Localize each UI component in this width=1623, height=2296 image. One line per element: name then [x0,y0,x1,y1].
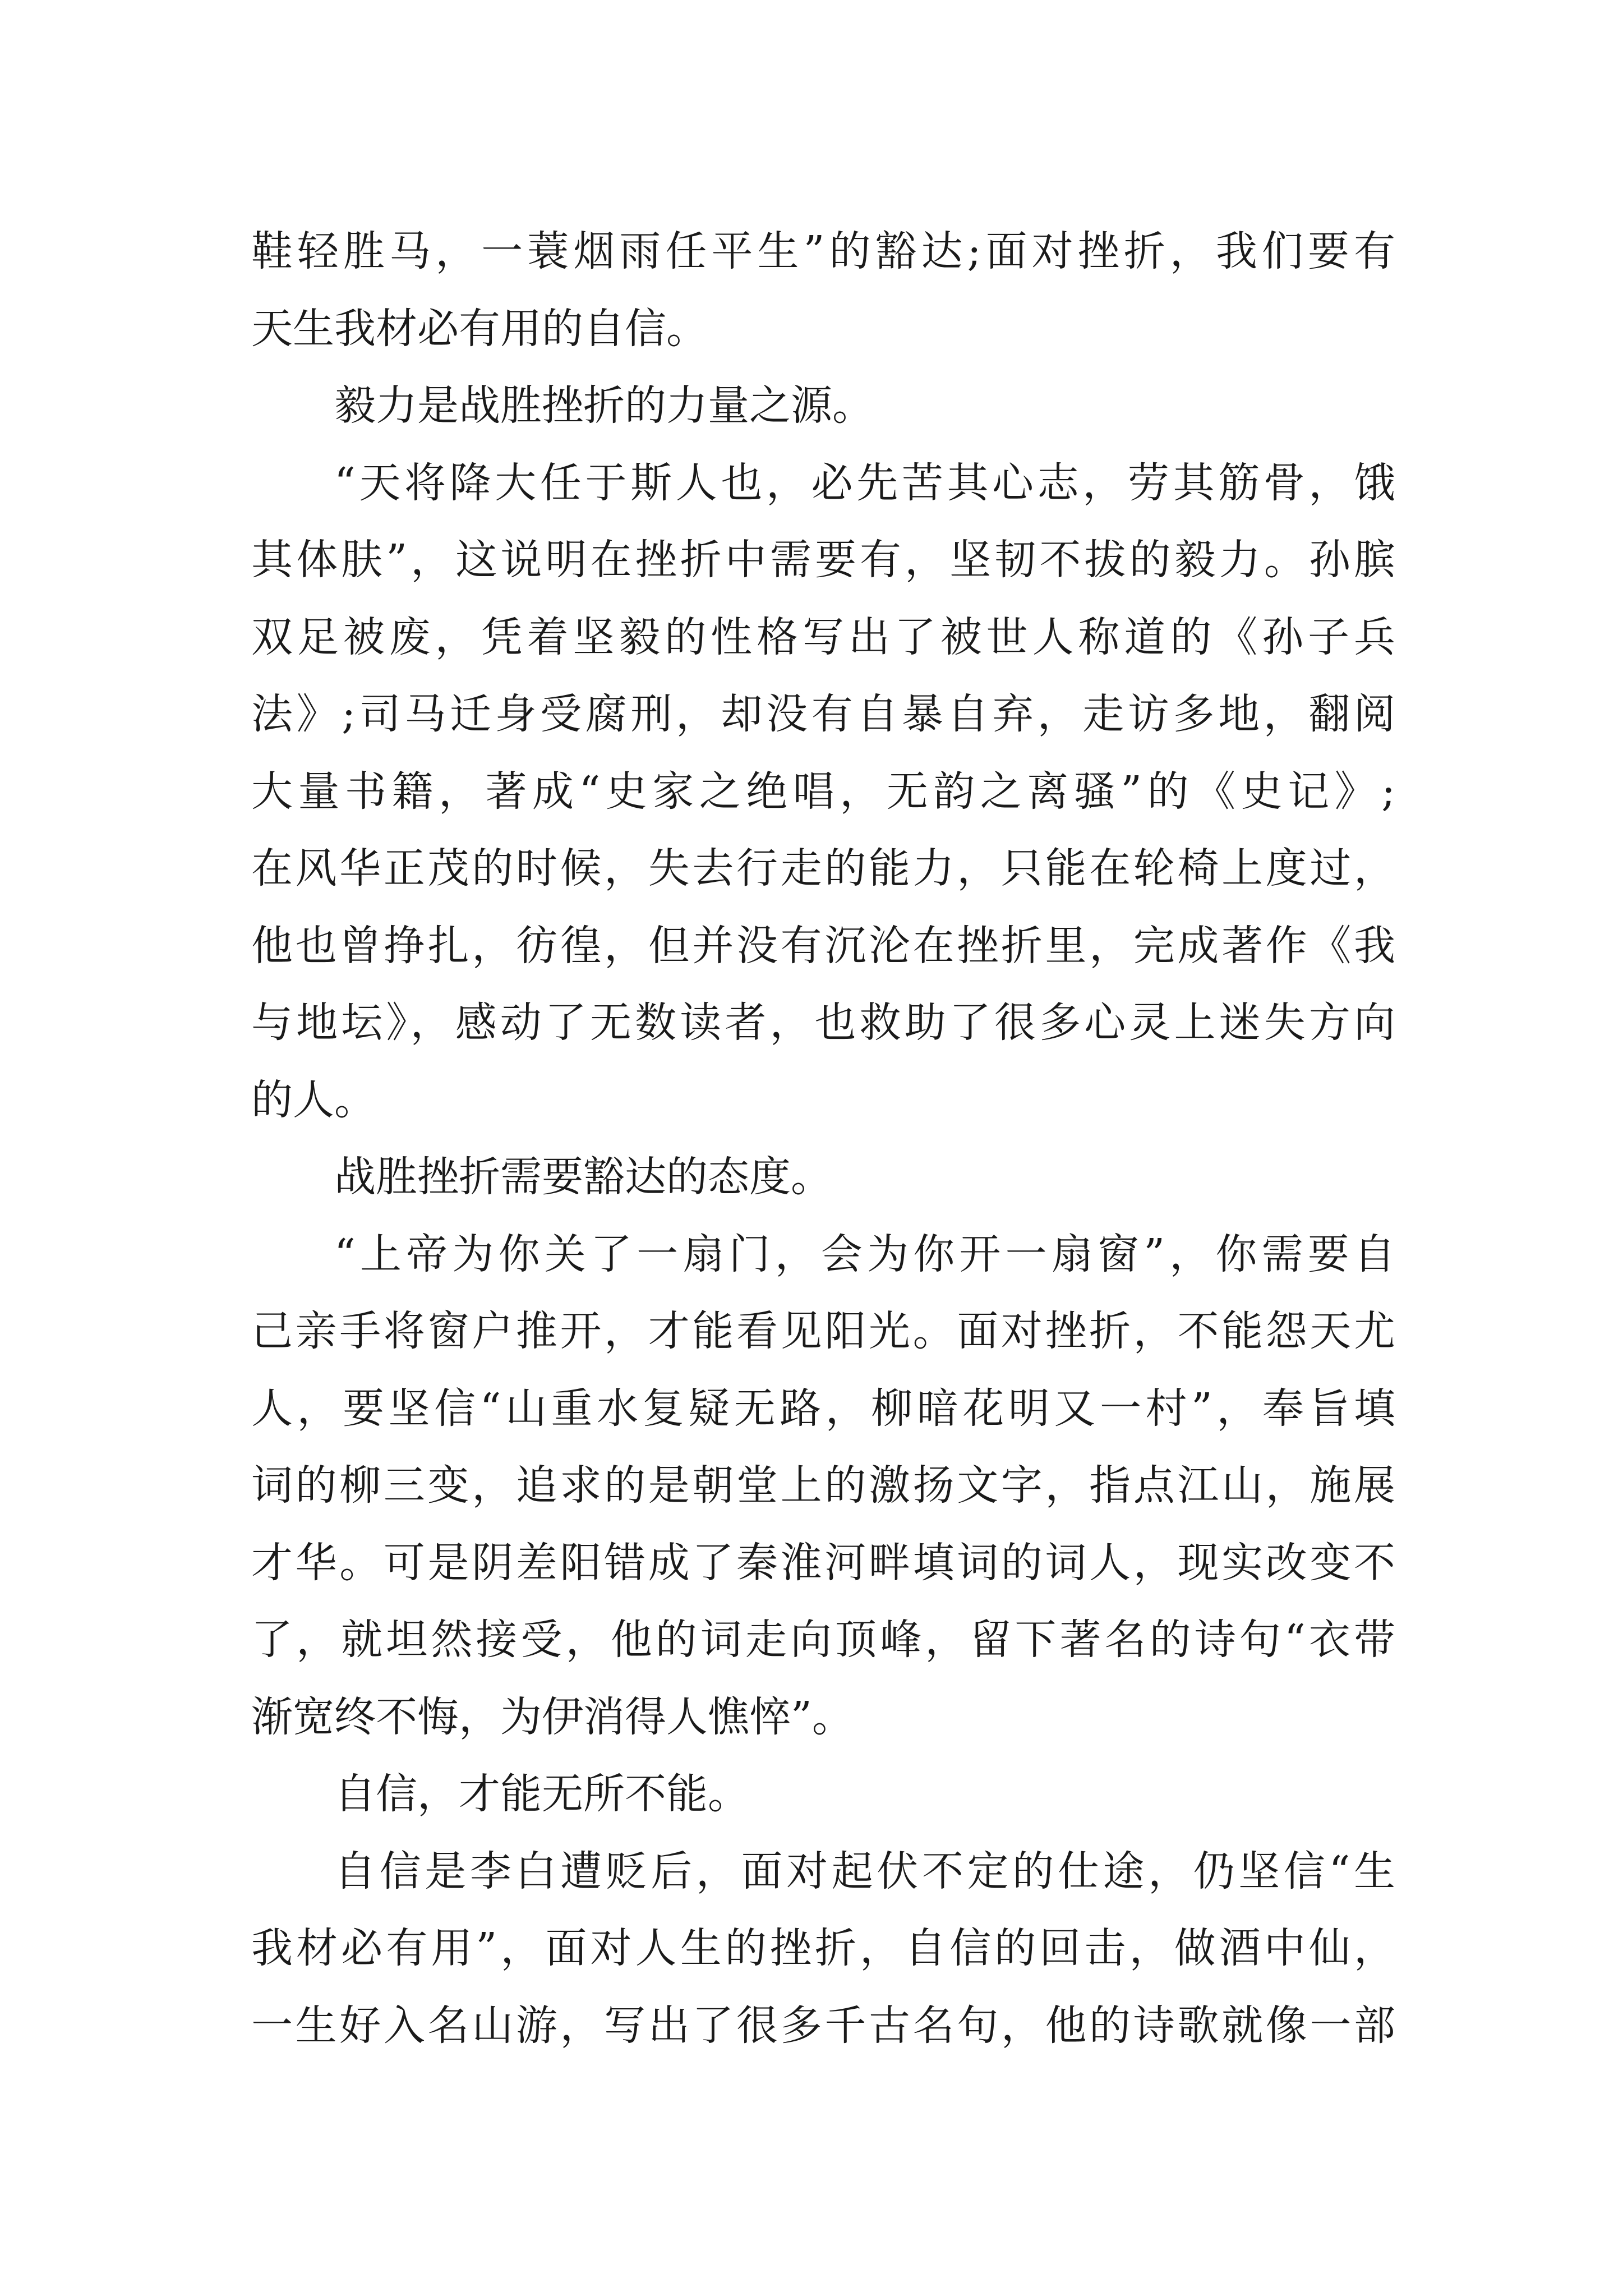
text-line: 在风华正茂的时候，失去行走的能力，只能在轮椅上度过， [251,844,1395,892]
text-line: 的人。 [251,1075,376,1124]
text-line: 与地坛》，感动了无数读者，也救助了很多心灵上迷失方向 [251,999,1395,1047]
text-line: 渐宽终不悔，为伊消得人憔悴”。 [251,1692,854,1741]
text-line: 我材必有用”，面对人生的挫折，自信的回击，做酒中仙， [251,1924,1395,1972]
text-line: 己亲手将窗户推开，才能看见阳光。面对挫折，不能怨天尤 [251,1307,1395,1355]
text-line: 其体肤”，这说明在挫折中需要有，坚韧不拔的毅力。孙膑 [251,536,1395,584]
text-line: 大量书籍，著成“史家之绝唱，无韵之离骚”的《史记》; [251,767,1395,816]
text-line: 自信，才能无所不能。 [334,1770,749,1818]
text-line: 鞋轻胜马，一蓑烟雨任平生”的豁达;面对挫折，我们要有 [251,227,1395,275]
text-line: 毅力是战胜挫折的力量之源。 [334,381,874,430]
text-line: 了，就坦然接受，他的词走向顶峰，留下著名的诗句“衣带 [251,1616,1395,1664]
text-line: 一生好入名山游，写出了很多千古名句，他的诗歌就像一部 [251,2001,1395,2050]
text-line: 天生我材必有用的自信。 [251,304,708,353]
text-line: 词的柳三变，追求的是朝堂上的激扬文字，指点江山，施展 [251,1461,1395,1510]
text-line: 人，要坚信“山重水复疑无路，柳暗花明又一村”，奉旨填 [251,1384,1395,1433]
text-line: 双足被废，凭着坚毅的性格写出了被世人称道的《孙子兵 [251,613,1395,661]
text-line: 战胜挫折需要豁达的态度。 [334,1153,832,1201]
text-line: 才华。可是阴差阳错成了秦淮河畔填词的词人，现实改变不 [251,1538,1395,1587]
text-line: “上帝为你关了一扇门，会为你开一扇窗”，你需要自 [334,1230,1395,1278]
text-line: 自信是李白遭贬后，面对起伏不定的仕途，仍坚信“生 [334,1847,1395,1895]
text-line: “天将降大任于斯人也，必先苦其心志，劳其筋骨，饿 [334,458,1395,507]
text-line: 他也曾挣扎，彷徨，但并没有沉沦在挫折里，完成著作《我 [251,921,1395,970]
text-line: 法》;司马迁身受腐刑，却没有自暴自弃，走访多地，翻阅 [251,690,1395,738]
body-text [251,213,1395,2064]
